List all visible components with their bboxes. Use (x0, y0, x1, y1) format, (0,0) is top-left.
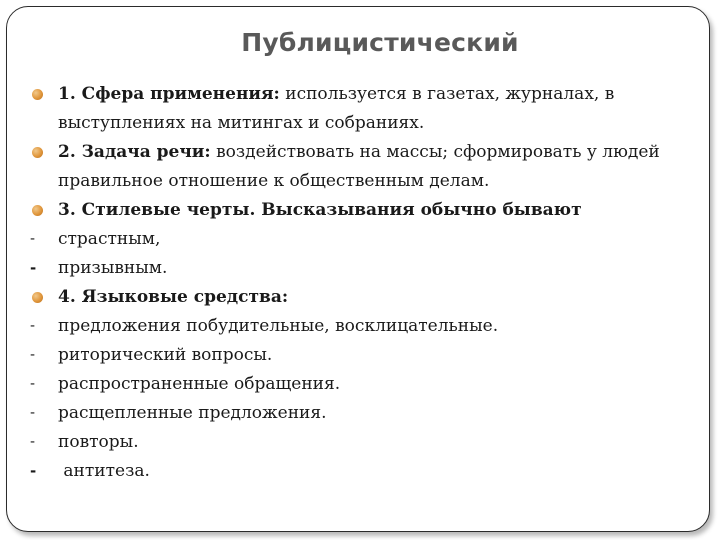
bullet-dot-icon (30, 283, 52, 312)
slide-content (30, 80, 690, 486)
list-item-9 (30, 370, 690, 399)
item-text: повторы. (58, 432, 139, 452)
item-text: воздействовать на массы; сформировать у людей правильное отношение к общественным делам. (58, 142, 660, 191)
dash-marker: - (30, 376, 36, 392)
item-text: распространенные обращения. (58, 374, 341, 394)
list-item-2 (30, 138, 690, 196)
bullet-dot-icon (30, 138, 52, 167)
list-item-12 (30, 457, 690, 486)
item-lead: 2. Задача речи: (58, 142, 211, 162)
bullet-dot-icon (30, 196, 52, 225)
list-item-8 (30, 341, 690, 370)
slide-title: Публицистический (241, 28, 519, 57)
item-lead: 1. Сфера применения: (58, 84, 280, 104)
dash-marker: - (30, 231, 36, 247)
item-text: антитеза. (58, 461, 150, 481)
item-text: используется в газетах, журналах, в выступлениях на митингах и собраниях. (58, 84, 615, 133)
list-item-4 (30, 225, 690, 254)
item-lead: 4. Языковые средства: (58, 287, 289, 307)
bullet-dot-icon (30, 80, 52, 109)
dash-marker: - (30, 318, 36, 334)
item-text: расщепленные предложения. (58, 403, 327, 423)
item-text: страстным, (58, 229, 161, 249)
dash-marker: - (30, 405, 36, 421)
list-item-11 (30, 428, 690, 457)
item-lead: 3. Стилевые черты. Высказывания обычно бывают (58, 200, 582, 220)
list-item-1 (30, 80, 690, 138)
dash-marker: - (30, 434, 36, 450)
item-text: призывным. (58, 258, 168, 278)
list-item-7 (30, 312, 690, 341)
dash-marker: - (30, 347, 36, 363)
list-item-10 (30, 399, 690, 428)
dash-marker: - (30, 259, 37, 277)
item-text: риторический вопросы. (58, 345, 273, 365)
dash-marker: - (30, 462, 37, 480)
list-item-6 (30, 283, 690, 312)
list-item-5 (30, 254, 690, 283)
item-text: предложения побудительные, восклицательные. (58, 316, 499, 336)
list-item-3 (30, 196, 690, 225)
